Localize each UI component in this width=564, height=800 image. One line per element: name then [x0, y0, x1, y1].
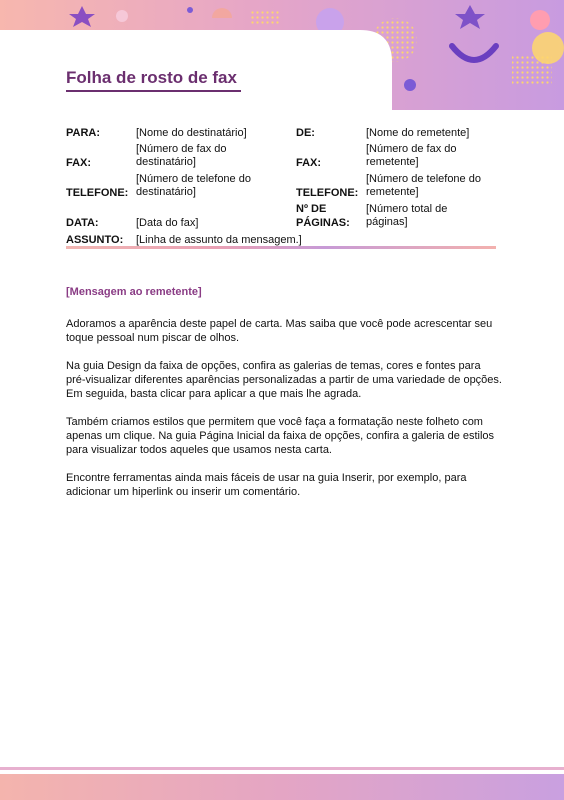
- de-value: [Nome do remetente]: [366, 127, 470, 139]
- message-paragraph: Adoramos a aparência deste papel de carta. Mas saiba que você pode acrescentar seu toque pessoal num piscar de olhos.: [66, 318, 493, 344]
- fax-to-value: [Número de fax do destinatário]: [136, 143, 227, 168]
- footer-decoration: [0, 764, 564, 800]
- divider-rule: [66, 246, 496, 249]
- header-decoration: [0, 0, 564, 110]
- paginas-label-line2: PÁGINAS:: [296, 217, 350, 229]
- message-paragraph: Encontre ferramentas ainda mais fáceis de usar na guia Inserir, por exemplo, para adicionar um hiperlink ou inserir um comentário.: [66, 472, 467, 498]
- assunto-label: ASSUNTO:: [66, 234, 124, 246]
- tel-from-label: TELEFONE:: [296, 187, 359, 199]
- de-label: DE:: [296, 127, 315, 139]
- message-paragraph: Também criamos estilos que permitem que você faça a formatação neste folheto com apenas um clique. Na guia Página Inicial da faixa de opções, confira a galeria de estilos para visualizar todos aqueles que usamos nesta carta.: [66, 416, 495, 456]
- tel-to-value: [Número de telefone do destinatário]: [136, 173, 251, 198]
- tel-to-label: TELEFONE:: [66, 187, 129, 199]
- tel-from-value: [Número de telefone do remetente]: [366, 173, 481, 198]
- message-heading: [Mensagem ao remetente]: [66, 286, 202, 298]
- message-paragraph: Na guia Design da faixa de opções, confira as galerias de temas, cores e fontes para pré-visualizar diferentes aparências personalizadas a partir de uma variedade de opções. Em seguida, basta clicar para aplicar a que mais lhe agrada.: [66, 360, 502, 400]
- paginas-value: [Número total de páginas]: [366, 203, 448, 228]
- paginas-label-line1: Nº DE: [296, 203, 327, 215]
- assunto-value: [Linha de assunto da mensagem.]: [136, 234, 302, 246]
- fax-to-label: FAX:: [66, 157, 92, 169]
- para-label: PARA:: [66, 127, 101, 139]
- page-title: Folha de rosto de fax: [66, 68, 241, 92]
- fax-from-label: FAX:: [296, 157, 322, 169]
- data-label: DATA:: [66, 217, 99, 229]
- fax-from-value: [Número de fax do remetente]: [366, 143, 457, 168]
- data-value: [Data do fax]: [136, 217, 199, 229]
- para-value: [Nome do destinatário]: [136, 127, 247, 139]
